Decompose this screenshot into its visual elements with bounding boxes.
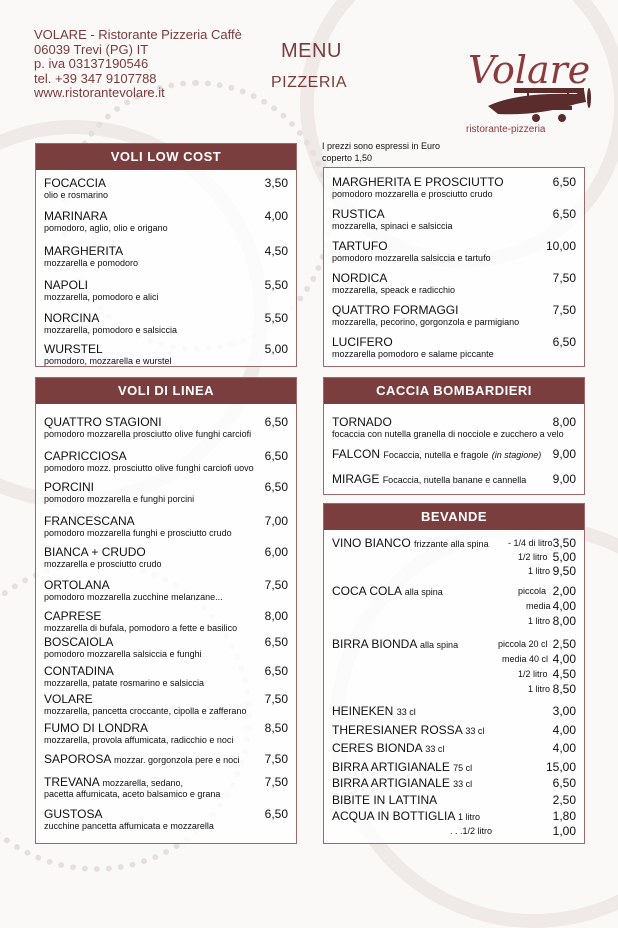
- drink-price: 1,00: [552, 824, 576, 838]
- section-header: VOLI DI LINEA: [36, 378, 296, 404]
- drink-size: 33 cl: [453, 779, 473, 789]
- drink-row: [332, 760, 576, 776]
- drink-size: 1 litro: [528, 566, 551, 576]
- item-desc: olio e rosmarino: [44, 190, 109, 200]
- item-name: BIANCA + CRUDO: [44, 545, 146, 559]
- menu-item: [44, 244, 288, 268]
- item-price: 5,50: [264, 278, 288, 292]
- drink-row: [332, 614, 576, 630]
- item-desc: mozzarella, pomodoro e salsiccia: [44, 325, 178, 335]
- item-desc: pomodoro mozzarella salsiccia e funghi: [44, 649, 202, 659]
- menu-item: [332, 472, 576, 486]
- drink-price: 6,50: [552, 776, 576, 790]
- drink-size: 33 cl: [396, 707, 416, 717]
- item-desc: pomodoro, mozzarella e wurstel: [44, 356, 172, 366]
- drink-size: 1/2 litro: [518, 552, 548, 562]
- item-price: 7,50: [552, 271, 576, 285]
- restaurant-website[interactable]: www.ristorantevolare.it: [34, 85, 165, 100]
- drink-price: 2,50: [552, 637, 576, 651]
- menu-item: [44, 807, 288, 831]
- item-name: CONTADINA: [44, 664, 114, 678]
- drink-name: BIRRA BIONDA: [332, 637, 417, 651]
- low-cost-right-panel: [323, 167, 585, 367]
- item-desc: mozzarella e pomodoro: [44, 258, 139, 268]
- logo-script-text: Volare: [468, 48, 591, 92]
- menu-item: [44, 311, 288, 335]
- item-price: 4,00: [264, 209, 288, 223]
- drink-row: [332, 793, 576, 809]
- drink-price: 8,50: [552, 682, 576, 696]
- menu-title: MENU: [281, 40, 342, 62]
- item-name: FALCON: [332, 447, 381, 461]
- item-desc: pacetta affumicata, aceto balsamico e grana: [44, 789, 221, 799]
- item-desc: mozzarella, provola affumicata, radicchio e noci: [44, 735, 234, 745]
- item-price: 5,50: [264, 311, 288, 325]
- item-name: QUATTRO STAGIONI: [44, 415, 162, 429]
- item-name: TORNADO: [332, 415, 392, 429]
- item-name: MARGHERITA: [44, 244, 124, 258]
- item-desc: focaccia con nutella granella di nocciole e zucchero a velo: [332, 429, 564, 439]
- item-desc: pomodoro mozz. prosciutto olive funghi carciofi uovo: [44, 463, 254, 473]
- item-price: 6,50: [264, 480, 288, 494]
- drink-size: - 1/4 di litro: [508, 538, 553, 548]
- item-desc: mozzarella pomodoro e salame piccante: [332, 349, 494, 359]
- item-name: FOCACCIA: [44, 176, 107, 190]
- item-name: FRANCESCANA: [44, 514, 135, 528]
- item-name: MIRAGE: [332, 472, 380, 486]
- menu-item: [44, 278, 288, 302]
- section-header: VOLI LOW COST: [36, 144, 296, 170]
- drink-price: 4,00: [552, 599, 576, 613]
- item-price: 6,50: [264, 415, 288, 429]
- drink-name: VINO BIANCO: [332, 536, 411, 550]
- item-name: RUSTICA: [332, 207, 385, 221]
- drink-price: 4,00: [552, 741, 576, 755]
- drink-price: 5,00: [552, 550, 576, 564]
- menu-item: [44, 578, 288, 602]
- drink-price: 2,50: [552, 793, 576, 807]
- menu-item: [44, 635, 288, 659]
- drink-size: media: [526, 601, 551, 611]
- item-desc: pomodoro mozzarella e prosciutto crudo: [332, 189, 493, 199]
- menu-item: [44, 480, 288, 504]
- item-price: 7,00: [264, 514, 288, 528]
- drink-size: 1 litro: [528, 616, 551, 626]
- drink-row: [332, 824, 576, 840]
- item-desc: mozzarella di bufala, pomodoro a fette e basilico: [44, 623, 238, 633]
- menu-item: [44, 415, 288, 439]
- item-price: 7,50: [264, 752, 288, 766]
- item-name: NAPOLI: [44, 278, 89, 292]
- item-note: (in stagione): [491, 450, 542, 460]
- menu-item: [332, 335, 576, 359]
- item-name: BOSCAIOLA: [44, 635, 114, 649]
- item-desc: mozzarella, pecorino, gorgonzola e parmigiano: [332, 317, 520, 327]
- drink-size: media 40 cl: [502, 654, 549, 664]
- item-desc: mozzar. gorgonzola pere e noci: [114, 755, 240, 765]
- drink-price: 3,50: [552, 536, 576, 550]
- item-name: MARINARA: [44, 209, 108, 223]
- menu-item: [44, 514, 288, 538]
- drink-size: piccola: [518, 586, 547, 596]
- drink-price: 8,00: [552, 614, 576, 628]
- item-name: PORCINI: [44, 480, 95, 494]
- item-desc: pomodoro mozzarella funghi e prosciutto crudo: [44, 528, 232, 538]
- drink-row: [332, 599, 576, 615]
- restaurant-address: 06039 Trevi (PG) IT: [34, 41, 149, 57]
- item-desc: mozzarella, sedano,: [102, 778, 184, 788]
- item-price: 6,50: [264, 449, 288, 463]
- item-price: 6,50: [552, 175, 576, 189]
- item-desc: zucchine pancetta affumicata e mozzarella: [44, 821, 214, 831]
- drink-row: [332, 809, 576, 825]
- drink-row: [332, 682, 576, 698]
- item-desc: mozzarella e prosciutto crudo: [44, 559, 162, 569]
- drink-name: BIBITE IN LATTINA: [332, 793, 438, 807]
- logo-tagline: ristorante-pizzeria: [466, 124, 546, 135]
- drink-price: 2,00: [552, 584, 576, 598]
- menu-item: [44, 775, 288, 799]
- menu-item: [332, 447, 576, 461]
- item-price: 7,50: [264, 578, 288, 592]
- restaurant-name: VOLARE - Ristorante Pizzeria Caffè: [34, 27, 242, 42]
- menu-section-title: PIZZERIA: [271, 74, 348, 91]
- drink-row: [332, 776, 576, 792]
- drink-row: [332, 667, 576, 683]
- menu-item: [44, 176, 288, 200]
- drink-price: 4,00: [552, 723, 576, 737]
- item-price: 4,50: [264, 244, 288, 258]
- drink-row: [332, 652, 576, 668]
- item-desc: pomodoro, aglio, olio e origano: [44, 223, 168, 233]
- item-name: GUSTOSA: [44, 807, 103, 821]
- item-desc: pomodoro mozzarella salsiccia e tartufo: [332, 253, 491, 263]
- menu-item: [332, 239, 576, 263]
- item-price: 6,50: [264, 807, 288, 821]
- item-desc: pomodoro mozzarella zucchine melanzane...: [44, 592, 223, 602]
- item-price: 3,50: [264, 176, 288, 190]
- item-price: 5,00: [264, 342, 288, 356]
- drink-size: 1/2 litro: [518, 669, 548, 679]
- menu-item: [44, 545, 288, 569]
- price-note: [322, 140, 440, 164]
- item-desc: pomodoro mozzarella e funghi porcini: [44, 494, 195, 504]
- item-name: NORCINA: [44, 311, 100, 325]
- restaurant-vat: p. iva 03137190546: [34, 56, 149, 71]
- drink-price: 9,50: [552, 564, 576, 578]
- menu-item: [44, 342, 288, 366]
- currency-note: I prezzi sono espressi in Euro: [322, 141, 441, 151]
- section-header: CACCIA BOMBARDIERI: [324, 378, 584, 404]
- item-name: TARTUFO: [332, 239, 388, 253]
- item-price: 8,50: [264, 721, 288, 735]
- volare-logo: [458, 44, 598, 136]
- drink-price: 3,00: [552, 704, 576, 718]
- drink-price: 4,00: [552, 652, 576, 666]
- drink-size: 75 cl: [453, 763, 473, 773]
- drink-name: HEINEKEN: [332, 704, 394, 718]
- menu-item: [44, 752, 288, 766]
- item-name: CAPRESE: [44, 609, 102, 623]
- drink-note: alla spina: [404, 587, 443, 597]
- item-desc: pomodoro mozzarella prosciutto olive funghi carciofi: [44, 429, 252, 439]
- drink-note: alla spina: [420, 640, 459, 650]
- menu-item: [44, 609, 288, 633]
- item-name: QUATTRO FORMAGGI: [332, 303, 459, 317]
- bevande-panel: [323, 503, 585, 844]
- item-name: TREVANA: [44, 775, 100, 789]
- menu-item: [332, 271, 576, 295]
- item-name: NORDICA: [332, 271, 388, 285]
- linea-panel: [35, 377, 297, 844]
- item-price: 6,50: [552, 335, 576, 349]
- item-name: WURSTEL: [44, 342, 103, 356]
- drink-row: [332, 704, 576, 720]
- item-desc: mozzarella, patate rosmarino e salsiccia: [44, 678, 205, 688]
- drink-size: 1 litro: [458, 812, 481, 822]
- item-price: 9,00: [552, 447, 576, 461]
- item-desc: Focaccia, nutella banane e cannella: [382, 475, 527, 485]
- item-name: CAPRICCIOSA: [44, 449, 127, 463]
- drink-size: . . .1/2 litro: [450, 826, 493, 836]
- menu-item: [332, 303, 576, 327]
- section-header: BEVANDE: [324, 504, 584, 530]
- menu-item: [44, 209, 288, 233]
- menu-item: [44, 664, 288, 688]
- item-price: 6,50: [264, 635, 288, 649]
- item-name: ORTOLANA: [44, 578, 110, 592]
- item-price: 6,50: [552, 207, 576, 221]
- menu-item: [332, 415, 576, 439]
- item-name: SAPOROSA: [44, 752, 111, 766]
- drink-size: 1 litro: [528, 684, 551, 694]
- item-price: 9,00: [552, 472, 576, 486]
- drink-row: [332, 564, 576, 580]
- item-name: VOLARE: [44, 692, 93, 706]
- item-price: 8,00: [552, 415, 576, 429]
- drink-name: CERES BIONDA: [332, 741, 423, 755]
- item-price: 7,50: [264, 692, 288, 706]
- drink-note: frizzante alla spina: [414, 539, 489, 549]
- item-desc: Focaccia, nutella e fragole: [383, 450, 489, 460]
- drink-row: [332, 741, 576, 757]
- item-price: 7,50: [552, 303, 576, 317]
- restaurant-phone: tel. +39 347 9107788: [34, 70, 157, 86]
- drink-name: COCA COLA: [332, 584, 402, 598]
- low-cost-panel: [35, 143, 297, 367]
- drink-size: 33 cl: [465, 726, 485, 736]
- drink-row: [332, 637, 576, 653]
- item-name: LUCIFERO: [332, 335, 393, 349]
- menu-item: [332, 207, 576, 231]
- item-price: 6,50: [264, 664, 288, 678]
- drink-row: [332, 584, 576, 600]
- menu-item: [44, 692, 288, 716]
- item-price: 8,00: [264, 609, 288, 623]
- drink-row: [332, 723, 576, 739]
- drink-name: BIRRA ARTIGIANALE: [332, 760, 450, 774]
- drink-size: 33 cl: [425, 744, 445, 754]
- item-name: MARGHERITA E PROSCIUTTO: [332, 175, 504, 189]
- item-price: 6,00: [264, 545, 288, 559]
- drink-size: piccola 20 cl: [498, 639, 548, 649]
- drink-name: BIRRA ARTIGIANALE: [332, 776, 450, 790]
- drink-price: 1,80: [552, 809, 576, 823]
- item-price: 7,50: [264, 775, 288, 789]
- menu-item: [44, 721, 288, 745]
- menu-item: [332, 175, 576, 199]
- item-price: 10,00: [545, 239, 576, 253]
- item-name: FUMO DI LONDRA: [44, 721, 149, 735]
- restaurant-contact: [34, 28, 242, 101]
- menu-item: [44, 449, 288, 473]
- drink-price: 4,50: [552, 667, 576, 681]
- cover-charge: coperto 1,50: [322, 153, 373, 163]
- drink-name: ACQUA IN BOTTIGLIA: [332, 809, 455, 823]
- drink-name: THERESIANER ROSSA: [332, 723, 463, 737]
- caccia-panel: [323, 377, 585, 495]
- drink-price: 15,00: [545, 760, 576, 774]
- item-desc: mozzarella, spinaci e salsiccia: [332, 221, 453, 231]
- item-desc: mozzarella, speack e radicchio: [332, 285, 456, 295]
- item-desc: mozzarella, pancetta croccante, cipolla e zafferano: [44, 706, 247, 716]
- item-desc: mozzarella, pomodoro e alici: [44, 292, 159, 302]
